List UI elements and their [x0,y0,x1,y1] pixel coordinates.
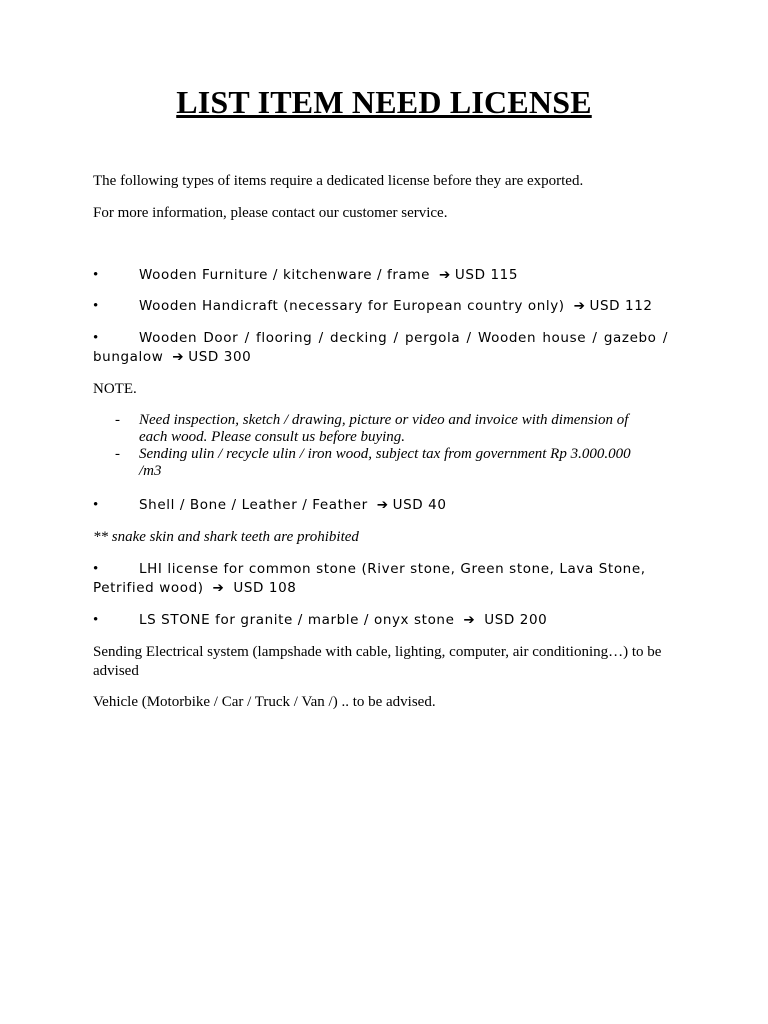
item-price: USD 108 [233,580,297,596]
document-title: LIST ITEM NEED LICENSE [176,84,592,120]
arrow-right-icon: ➔ [573,298,586,314]
list-item-shell-bone [93,496,668,515]
item-text: Wooden Furniture / kitchenware / frame [139,267,431,283]
arrow-right-icon: ➔ [376,497,389,513]
item-price: USD 40 [392,497,447,513]
item-price: USD 300 [188,349,252,365]
list-item-wooden-furniture [93,266,668,285]
list-item-wooden-handicraft [93,297,668,316]
arrow-right-icon: ➔ [439,267,451,283]
item-price: USD 112 [589,298,653,314]
electrical-paragraph: Sending Electrical system (lampshade with cable, lighting, computer, air conditioning…) to be advised [93,644,662,679]
item-text: Wooden Door / flooring / decking / pergola / Wooden house / gazebo / bungalow [93,330,668,365]
list-item-wooden-door [93,329,668,367]
item-price: USD 200 [484,612,548,628]
arrow-right-icon: ➔ [463,612,476,628]
vehicle-paragraph: Vehicle (Motorbike / Car / Truck / Van /) .. to be advised. [93,694,436,710]
list-item-ls-stone [93,611,668,630]
bullet-icon: • [93,330,99,346]
intro-paragraph-2: For more information, please contact our customer service. [93,205,448,221]
bullet-icon: • [93,612,99,628]
item-price: USD 115 [454,267,519,283]
arrow-right-icon: ➔ [212,580,225,596]
note-point-text: Need inspection, sketch / drawing, picture or video and invoice with dimension of each wood. Please consult us before buying. [139,412,629,445]
note-point [115,412,655,446]
bullet-icon: • [93,561,99,577]
bullet-icon: • [93,497,99,513]
item-text: Wooden Handicraft (necessary for European country only) [139,298,565,314]
list-item-lhi-license [93,560,668,598]
prohibited-note: ** snake skin and shark teeth are prohibited [93,529,359,545]
arrow-right-icon: ➔ [172,349,185,365]
item-text: Shell / Bone / Leather / Feather [139,497,368,513]
dash-icon: - [115,446,120,462]
item-text: LS STONE for granite / marble / onyx stone [139,612,455,628]
bullet-icon: • [93,298,99,314]
note-label: NOTE. [93,381,137,397]
note-list [115,412,655,480]
item-text: LHI license for common stone (River stone, Green stone, Lava Stone, Petrified wood) [93,561,646,596]
intro-paragraph-1: The following types of items require a dedicated license before they are exported. [93,173,584,189]
note-point-text: Sending ulin / recycle ulin / iron wood, subject tax from government Rp 3.000.000 /m3 [139,446,631,479]
note-point [115,446,655,480]
dash-icon: - [115,412,120,428]
bullet-icon: • [93,267,99,283]
